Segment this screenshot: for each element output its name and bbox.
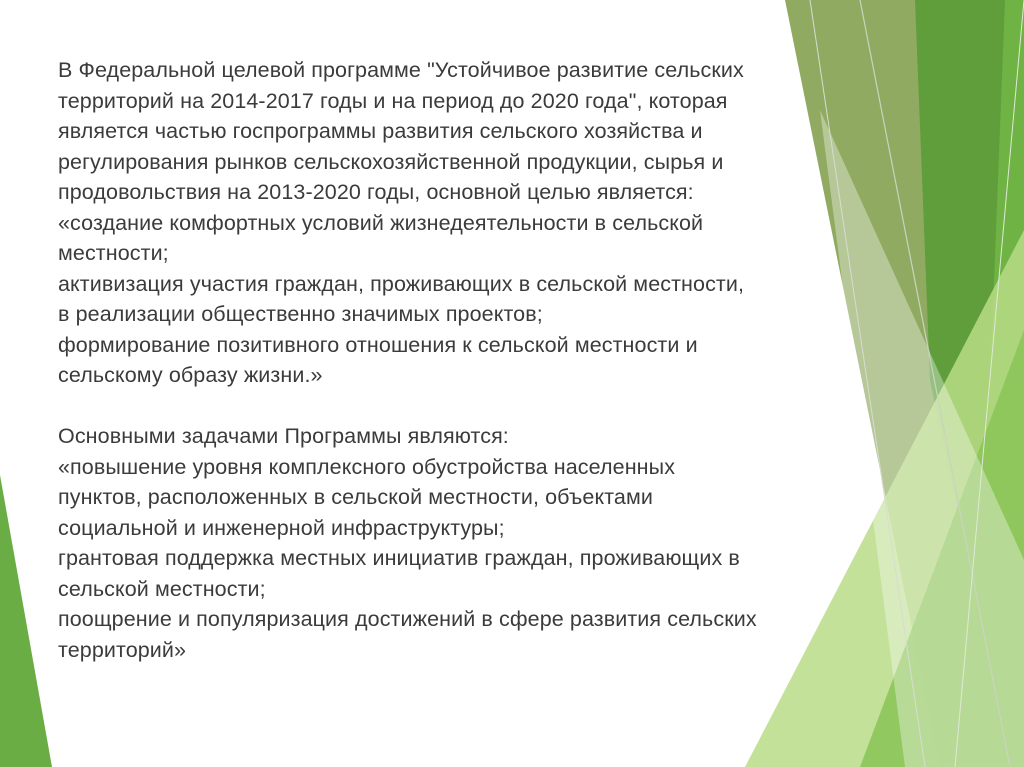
paragraph-gap — [58, 391, 898, 422]
text-line: территорий» — [58, 637, 187, 662]
text-line: территорий на 2014-2017 годы и на период до 2020 года", которая — [58, 88, 728, 113]
text-line: формирование позитивного отношения к сельской местности и — [58, 332, 698, 357]
paragraph-main-goal — [58, 55, 898, 391]
left-green-triangle — [0, 475, 52, 767]
text-line: В Федеральной целевой программе "Устойчивое развитие сельских — [58, 58, 744, 82]
text-line: грантовая поддержка местных инициатив граждан, проживающих в — [58, 546, 740, 570]
text-line: регулирования рынков сельскохозяйственной продукции, сырья и — [58, 149, 724, 174]
text-line: продовольствия на 2013-2020 годы, основной целью является: — [58, 180, 694, 204]
text-line: сельскому образу жизни.» — [58, 363, 323, 387]
text-line: поощрение и популяризация достижений в сфере развития сельских — [58, 607, 757, 631]
text-line: пунктов, расположенных в сельской местности, объектами — [58, 485, 653, 509]
text-line: сельской местности; — [58, 576, 266, 601]
text-line: местности; — [58, 241, 169, 265]
text-line: активизация участия граждан, проживающих в сельской местности, — [58, 271, 745, 296]
text-line: «повышение уровня комплексного обустройства населенных — [58, 454, 676, 479]
text-line: является частью госпрограммы развития сельского хозяйства и — [58, 119, 703, 143]
text-line: в реализации общественно значимых проектов; — [58, 302, 543, 326]
text-line: «создание комфортных условий жизнедеятельности в сельской — [58, 210, 704, 235]
paragraph-tasks — [58, 421, 898, 665]
text-line: Основными задачами Программы являются: — [58, 424, 509, 448]
text-line: социальной и инженерной инфраструктуры; — [58, 515, 505, 540]
slide-text — [58, 55, 898, 665]
